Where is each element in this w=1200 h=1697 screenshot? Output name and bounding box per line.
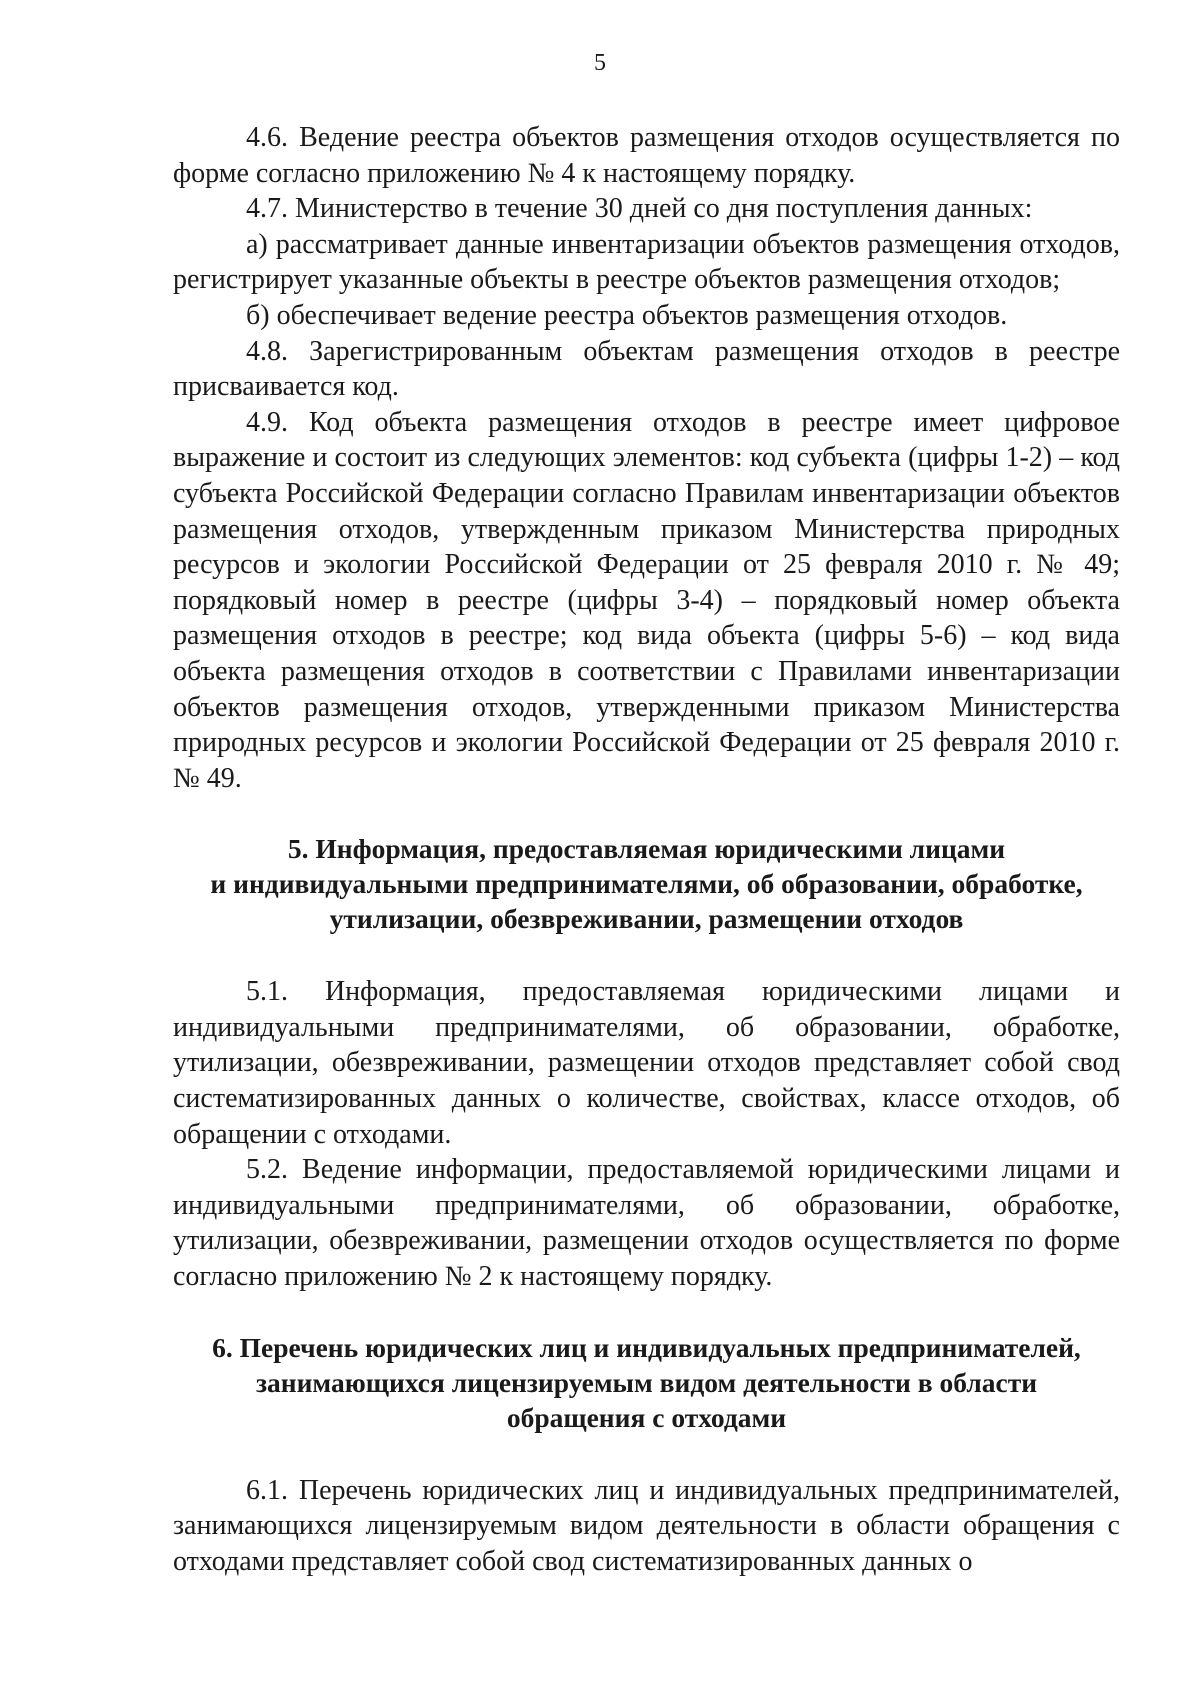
section-5-heading-line: утилизации, обезвреживании, размещении отходов — [329, 903, 964, 935]
paragraph-4-9: 4.9. Код объекта размещения отходов в реестре имеет цифровое выражение и состоит из следующих элементов: код субъекта (цифры 1-2) – код субъекта Российской Федерации согласно Правилам инвентаризации объектов размещения отходов, утвержденным приказом Министерства природных ресурсов и экологии Российской Федерации от 25 февраля 2010 г. № 49; порядковый номер в реестре (цифры 3-4) – порядковый номер объекта размещения отходов в реестре; код вида объекта (цифры 5-6) – код вида объекта размещения отходов в соответствии с Правилами инвентаризации объектов размещения отходов, утвержденными приказом Министерства природных ресурсов и экологии Российской Федерации от 25 февраля 2010 г. № 49. — [173, 406, 1120, 794]
section-5-heading-line: и индивидуальными предпринимателями, об образовании, обработке, — [210, 868, 1083, 900]
paragraph-4-7-b: б) обеспечивает ведение реестра объектов размещения отходов. — [246, 299, 1008, 331]
page-number: 5 — [594, 50, 606, 76]
paragraph-5-1: 5.1. Информация, предоставляемая юридическими лицами и индивидуальными предпринимателями, об образовании, обработке, утилизации, обезвреживании, размещении отходов представляет собой свод систематизированных данных о количестве, свойствах, классе отходов, об обращении с отходами. — [173, 976, 1120, 1150]
document-body — [173, 120, 1120, 1579]
section-5-heading-line: 5. Информация, предоставляемая юридическими лицами — [287, 833, 1006, 865]
paragraph-4-6: 4.6. Ведение реестра объектов размещения отходов осуществляется по форме согласно приложению № 4 к настоящему порядку. — [173, 122, 1120, 189]
paragraph-6-1: 6.1. Перечень юридических лиц и индивидуальных предпринимателей, занимающихся лицензируемым видом деятельности в области обращения с отходами представляет собой свод систематизированных данных о — [173, 1474, 1120, 1577]
section-6-heading — [173, 1330, 1120, 1435]
section-6-heading-line: обращения с отходами — [506, 1401, 787, 1433]
paragraph-4-7-a: а) рассматривает данные инвентаризации объектов размещения отходов, регистрирует указанные объекты в реестре объектов размещения отходов; — [173, 228, 1120, 296]
paragraph-5-2: 5.2. Ведение информации, предоставляемой юридическими лицами и индивидуальными предпринимателями, об образовании, обработке, утилизации, обезвреживании, размещении отходов осуществляется по форме согласно приложению № 2 к настоящему порядку. — [173, 1154, 1120, 1293]
paragraph-4-7: 4.7. Министерство в течение 30 дней со дня поступления данных: — [246, 193, 1033, 225]
section-6-heading-line: занимающихся лицензируемым видом деятельности в области — [255, 1366, 1038, 1398]
section-6-heading-line: 6. Перечень юридических лиц и индивидуальных предпринимателей, — [212, 1331, 1081, 1363]
section-5-heading — [173, 831, 1120, 936]
paragraph-4-8: 4.8. Зарегистрированным объектам размещения отходов в реестре присваивается код. — [173, 335, 1120, 403]
